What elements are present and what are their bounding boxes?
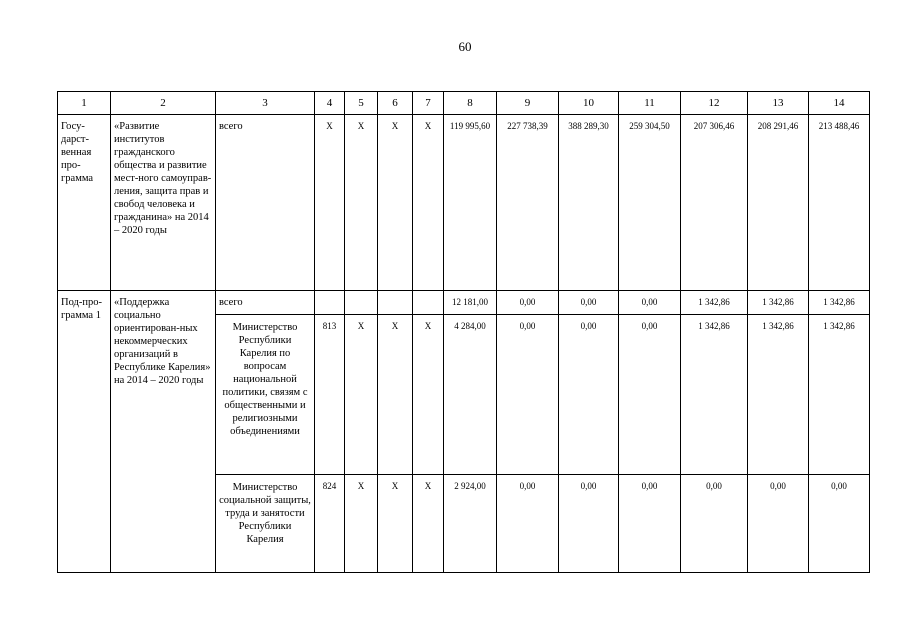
header-cell: 6: [378, 92, 413, 115]
amount-cell: 0,00: [619, 291, 681, 315]
code-cell: Х: [378, 115, 413, 291]
code-cell: [413, 291, 444, 315]
code-cell: Х: [378, 315, 413, 475]
header-cell: 3: [216, 92, 315, 115]
executor-cell: всего: [216, 291, 315, 315]
header-row: [58, 92, 870, 115]
subprogram-total-row: [58, 291, 870, 315]
code-cell: Х: [413, 475, 444, 573]
code-cell: Х: [345, 315, 378, 475]
header-cell: 14: [809, 92, 870, 115]
state-program-row: [58, 115, 870, 291]
header-cell: 11: [619, 92, 681, 115]
code-cell: Х: [378, 475, 413, 573]
code-cell: Х: [413, 115, 444, 291]
code-cell: [315, 291, 345, 315]
amount-cell: 0,00: [497, 315, 559, 475]
header-cell: 10: [559, 92, 619, 115]
header-cell: 2: [111, 92, 216, 115]
header-cell: 9: [497, 92, 559, 115]
code-cell: Х: [345, 475, 378, 573]
amount-cell: 12 181,00: [444, 291, 497, 315]
amount-cell: 1 342,86: [681, 315, 748, 475]
amount-cell: 1 342,86: [809, 315, 870, 475]
program-name-cell: «Развитие институтов гражданского общества и развитие мест-ного самоуправ-ления, защита прав и свобод человека и гражданина» на 2014 – 2020 годы: [111, 115, 216, 291]
amount-cell: 0,00: [619, 315, 681, 475]
amount-cell: 2 924,00: [444, 475, 497, 573]
amount-cell: 259 304,50: [619, 115, 681, 291]
amount-cell: 0,00: [681, 475, 748, 573]
code-cell: [378, 291, 413, 315]
amount-cell: 1 342,86: [748, 315, 809, 475]
amount-cell: 119 995,60: [444, 115, 497, 291]
amount-cell: 1 342,86: [809, 291, 870, 315]
code-cell: 813: [315, 315, 345, 475]
header-cell: 1: [58, 92, 111, 115]
amount-cell: 388 289,30: [559, 115, 619, 291]
amount-cell: 1 342,86: [748, 291, 809, 315]
executor-cell: всего: [216, 115, 315, 291]
amount-cell: 0,00: [497, 475, 559, 573]
code-cell: Х: [345, 115, 378, 291]
header-cell: 7: [413, 92, 444, 115]
amount-cell: 0,00: [809, 475, 870, 573]
program-type-cell: Госу-дарст-венная про-грамма: [58, 115, 111, 291]
amount-cell: 0,00: [497, 291, 559, 315]
amount-cell: 4 284,00: [444, 315, 497, 475]
amount-cell: 227 738,39: [497, 115, 559, 291]
amount-cell: 0,00: [748, 475, 809, 573]
executor-cell: Министерство социальной защиты, труда и занятости Республики Карелия: [216, 475, 315, 573]
code-cell: Х: [413, 315, 444, 475]
amount-cell: 0,00: [619, 475, 681, 573]
page-number: 60: [458, 39, 472, 54]
subprogram-type-cell: Под-про-грамма 1: [58, 291, 111, 573]
code-cell: 824: [315, 475, 345, 573]
amount-cell: 0,00: [559, 475, 619, 573]
amount-cell: 213 488,46: [809, 115, 870, 291]
amount-cell: 208 291,46: [748, 115, 809, 291]
header-cell: 8: [444, 92, 497, 115]
amount-cell: 207 306,46: [681, 115, 748, 291]
header-cell: 4: [315, 92, 345, 115]
header-cell: 5: [345, 92, 378, 115]
code-cell: Х: [315, 115, 345, 291]
executor-cell: Министерство Республики Карелия по вопросам национальной политики, связям с общественными и религиозными объединениями: [216, 315, 315, 475]
header-cell: 12: [681, 92, 748, 115]
amount-cell: 0,00: [559, 315, 619, 475]
code-cell: [345, 291, 378, 315]
budget-table: [57, 91, 870, 573]
header-cell: 13: [748, 92, 809, 115]
amount-cell: 1 342,86: [681, 291, 748, 315]
amount-cell: 0,00: [559, 291, 619, 315]
subprogram-name-cell: «Поддержка социально ориентирован-ных некоммерческих организаций в Республике Карелия» на 2014 – 2020 годы: [111, 291, 216, 573]
